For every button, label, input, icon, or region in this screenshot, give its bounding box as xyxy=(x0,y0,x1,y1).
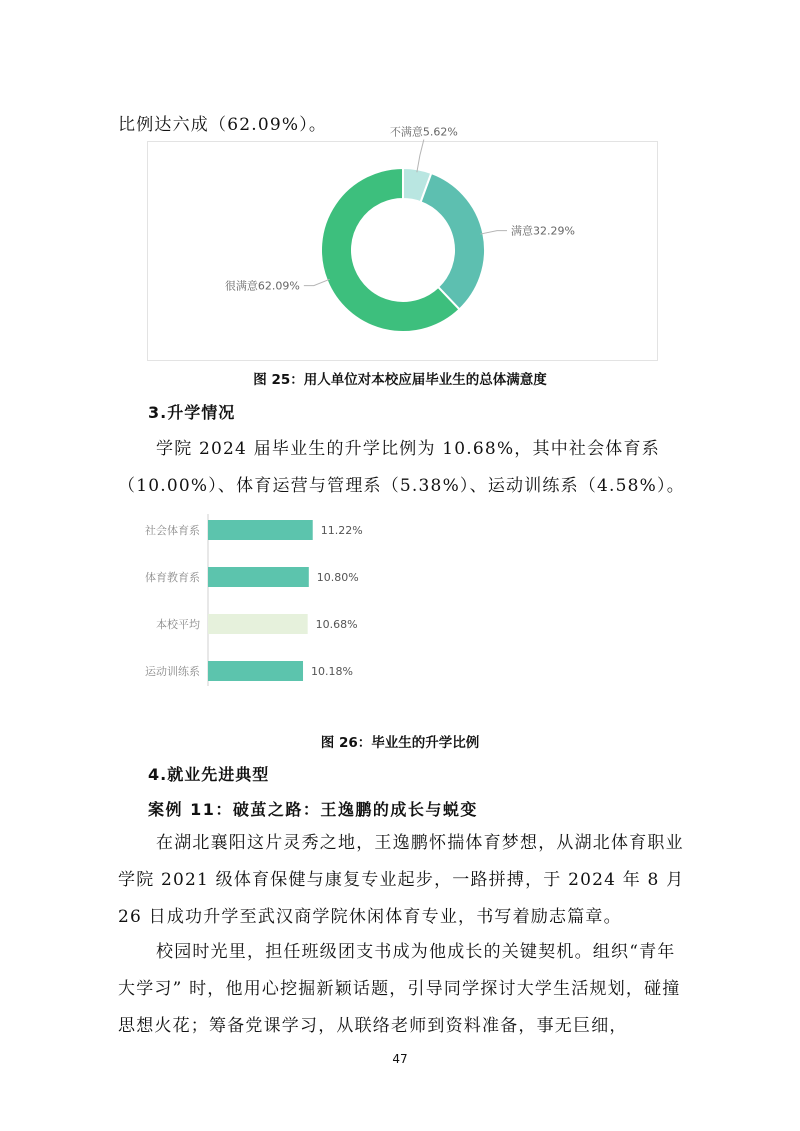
section-3-paragraph: 学院 2024 届毕业生的升学比例为 10.68%，其中社会体育系（10.00%）、体育运营与管理系（5.38%）、运动训练系（4.58%）。 xyxy=(118,439,685,496)
bar-2 xyxy=(208,614,308,634)
bar-value-label: 10.18% xyxy=(311,665,353,678)
donut-slice-1 xyxy=(421,173,485,309)
bar-value-label: 10.80% xyxy=(316,571,359,584)
donut-leader-1 xyxy=(480,231,507,234)
bar-category-label: 体育教育系 xyxy=(145,571,200,584)
case-paragraph-1: 在湖北襄阳这片灵秀之地，王逸鹏怀揣体育梦想，从湖北体育职业学院 2021 级体育保健与康复专业起步，一路拼搏，于 2024 年 8 月 26 日成功升学至武汉商学院休闲体育专业，书写着励志篇章。 xyxy=(118,833,685,927)
bar-category-label: 本校平均 xyxy=(156,618,200,631)
bar-3 xyxy=(208,661,303,681)
donut-chart xyxy=(148,125,657,360)
donut-label-0: 不满意5.62% xyxy=(389,125,458,139)
intro-line: 比例达六成（62.09%）。 xyxy=(118,115,328,135)
page-number: 47 xyxy=(392,1052,408,1066)
case-title: 案例 11：破茧之路：王逸鹏的成长与蜕变 xyxy=(148,800,478,819)
case-paragraph-2: 校园时光里，担任班级团支书成为他成长的关键契机。组织“青年大学习” 时，他用心挖掘新颖话题，引导同学探讨大学生活规划，碰撞思想火花；筹备党课学习，从联络老师到资料准备，事无巨细， xyxy=(118,942,681,1036)
donut-label-1: 满意32.29% xyxy=(511,224,575,238)
bar-chart xyxy=(118,512,418,692)
donut-leader-0 xyxy=(417,139,424,172)
bar-value-label: 10.68% xyxy=(315,618,358,631)
figure-25-caption: 图 25：用人单位对本校应届毕业生的总体满意度 xyxy=(253,372,547,388)
donut-label-2: 很满意62.09% xyxy=(224,279,300,293)
section-3-heading: 3.升学情况 xyxy=(148,403,236,422)
bar-1 xyxy=(208,567,309,587)
section-4-heading: 4.就业先进典型 xyxy=(148,765,270,784)
figure-26-caption: 图 26：毕业生的升学比例 xyxy=(320,735,480,751)
donut-chart-frame xyxy=(147,125,658,361)
bar-category-label: 运动训练系 xyxy=(145,665,200,678)
bar-category-label: 社会体育系 xyxy=(145,524,200,537)
bar-value-label: 11.22% xyxy=(320,524,363,537)
bar-0 xyxy=(208,520,313,540)
